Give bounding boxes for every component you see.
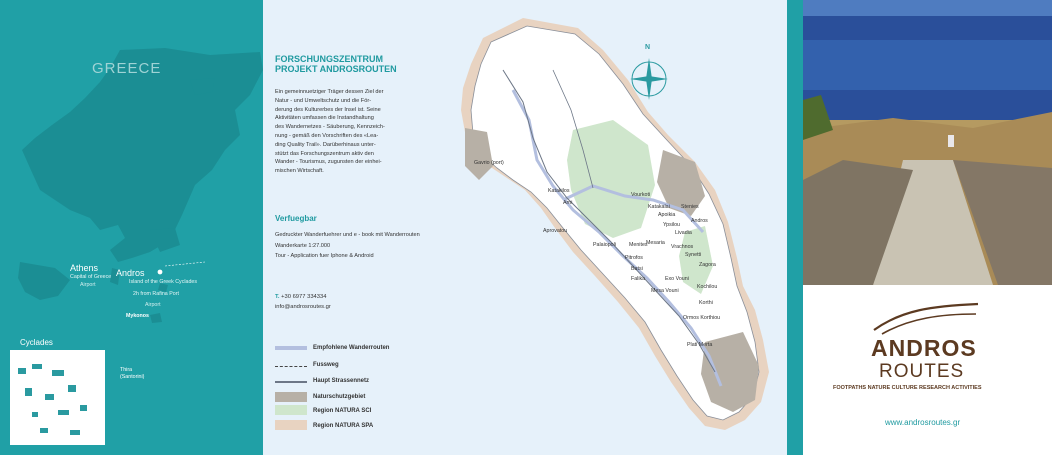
place-label: Aprovatou [543, 228, 568, 234]
place-label: Vourkoti [631, 192, 651, 198]
available-item: Tour - Application fuer Iphone & Android [275, 253, 374, 259]
legend-label: Naturschutzgebiet [313, 394, 366, 400]
available-item: Gedruckter Wanderfuehrer und e - book mit Wanderrouten [275, 232, 420, 238]
available-heading: Verfuegbar [275, 214, 317, 223]
andros-sub: Island of the Greek Cyclades [129, 279, 198, 285]
legend-label: Region NATURA SCI [313, 408, 372, 414]
description-line: stützt das Forschungszentrum aktiv den [275, 150, 374, 157]
available-item: Wanderkarte 1:27.000 [275, 242, 331, 249]
description [275, 88, 431, 176]
title-line-1: FORSCHUNGSZENTRUM [275, 54, 383, 64]
description-line: nung - gemäß den Vorschriften des «Lea- [275, 132, 379, 139]
email-address[interactable]: info@androsroutes.gr [275, 304, 331, 310]
website-link[interactable]: www.androsroutes.gr [885, 418, 961, 427]
legend-label: Fussweg [313, 362, 339, 368]
place-label: Katakalai [648, 204, 670, 210]
place-label: Exo Vouni [665, 276, 689, 282]
place-label: Synetti [685, 252, 702, 258]
airport-athens: Airport [80, 282, 96, 288]
place-label: Ormos Korthiou [683, 315, 721, 321]
available-list [275, 230, 420, 262]
legend-label: Haupt Strassennetz [313, 378, 370, 384]
place-label: Katakilos [548, 188, 570, 194]
place-label: Mesa Vouni [651, 288, 679, 294]
place-label: Vrachnos [671, 244, 694, 250]
place-label: Menites [629, 242, 648, 248]
legend-swatch-routes [275, 346, 307, 350]
logo-swoosh [872, 300, 982, 340]
place-label: Zagora [699, 262, 716, 268]
place-label: Ypsilou [663, 222, 680, 228]
cyclades-islands [10, 350, 105, 445]
place-label: Apoikia [658, 212, 676, 218]
country-label: GREECE [92, 60, 162, 77]
landscape-photo [803, 0, 1052, 285]
legend-swatch-road [275, 381, 307, 383]
ferry-label: 2h from Rafina Port [133, 291, 179, 297]
brand-panel [787, 0, 1052, 455]
description-line: Natur - und Umweltschutz und die För- [275, 97, 372, 104]
description-line: Ein gemeinnuetziger Träger dessen Ziel der [275, 89, 384, 95]
legend-swatch-natura-sci [275, 405, 307, 415]
cyclades-inset [10, 350, 105, 445]
phone-number[interactable]: +30 6977 334334 [281, 294, 327, 300]
athens-sub: Capital of Greece [70, 274, 112, 280]
andros-island-map [443, 10, 778, 450]
place-label: Stenies [681, 204, 699, 210]
cyclades-title: Cyclades [20, 338, 53, 347]
description-line: derung des Kulturerbes der Insel ist. Seine [275, 106, 381, 113]
santorini-label: (Santorini) [120, 374, 145, 380]
title-line-2: PROJEKT ANDROSROUTEN [275, 64, 397, 74]
phone-prefix: T. [275, 294, 280, 300]
andros-map-panel [263, 0, 787, 455]
athens-label: Athens [70, 263, 99, 273]
description-line: mischen Wirtschaft. [275, 168, 324, 175]
airport-mykonos: Airport [145, 302, 161, 308]
description-line: Aktivitäten umfassen die Instandhaltung [275, 115, 374, 122]
description-line: ding Quality Trail». Darüberhinaus unter- [275, 141, 376, 148]
andros-label: Andros [116, 268, 145, 278]
place-label: Kochilou [697, 284, 718, 290]
logo-name-top: ANDROS [871, 335, 977, 361]
teal-stripe [787, 0, 803, 455]
compass-north: N [645, 44, 651, 51]
legend-label: Empfohlene Wanderrouten [313, 345, 390, 351]
legend-label: Region NATURA SPA [313, 423, 374, 429]
place-label: Mesaria [646, 240, 665, 246]
mykonos-label: Mykonos [126, 313, 149, 319]
place-label: Korthi [699, 300, 713, 306]
logo-name-bottom: ROUTES [879, 361, 965, 382]
place-label: Arni [563, 200, 573, 206]
logo-tagline: FOOTPATHS NATURE CULTURE RESEARCH ACTIVITIES [833, 385, 982, 391]
place-label: Batsi [631, 266, 643, 272]
place-label: Livadia [675, 230, 692, 236]
legend-swatch-footpath [275, 366, 307, 367]
place-label: Pitrofos [625, 255, 643, 261]
place-label: Falika [631, 276, 646, 282]
description-line: Wander - Tourismus, zugunsten der einhei- [275, 159, 382, 166]
place-label: Palaiopoli [593, 242, 616, 248]
legend-swatch-protected [275, 392, 307, 402]
place-label: Gavrio (port) [474, 160, 504, 166]
legend-swatch-natura-spa [275, 420, 307, 430]
place-label: Andros [691, 218, 708, 224]
description-line: des Wandernetzes - Säuberung, Kennzeich- [275, 124, 385, 131]
place-label: Plati Merta [687, 342, 713, 348]
greece-location-map [0, 0, 263, 455]
contact-block [275, 292, 331, 312]
thira-label: Thira [120, 367, 133, 373]
